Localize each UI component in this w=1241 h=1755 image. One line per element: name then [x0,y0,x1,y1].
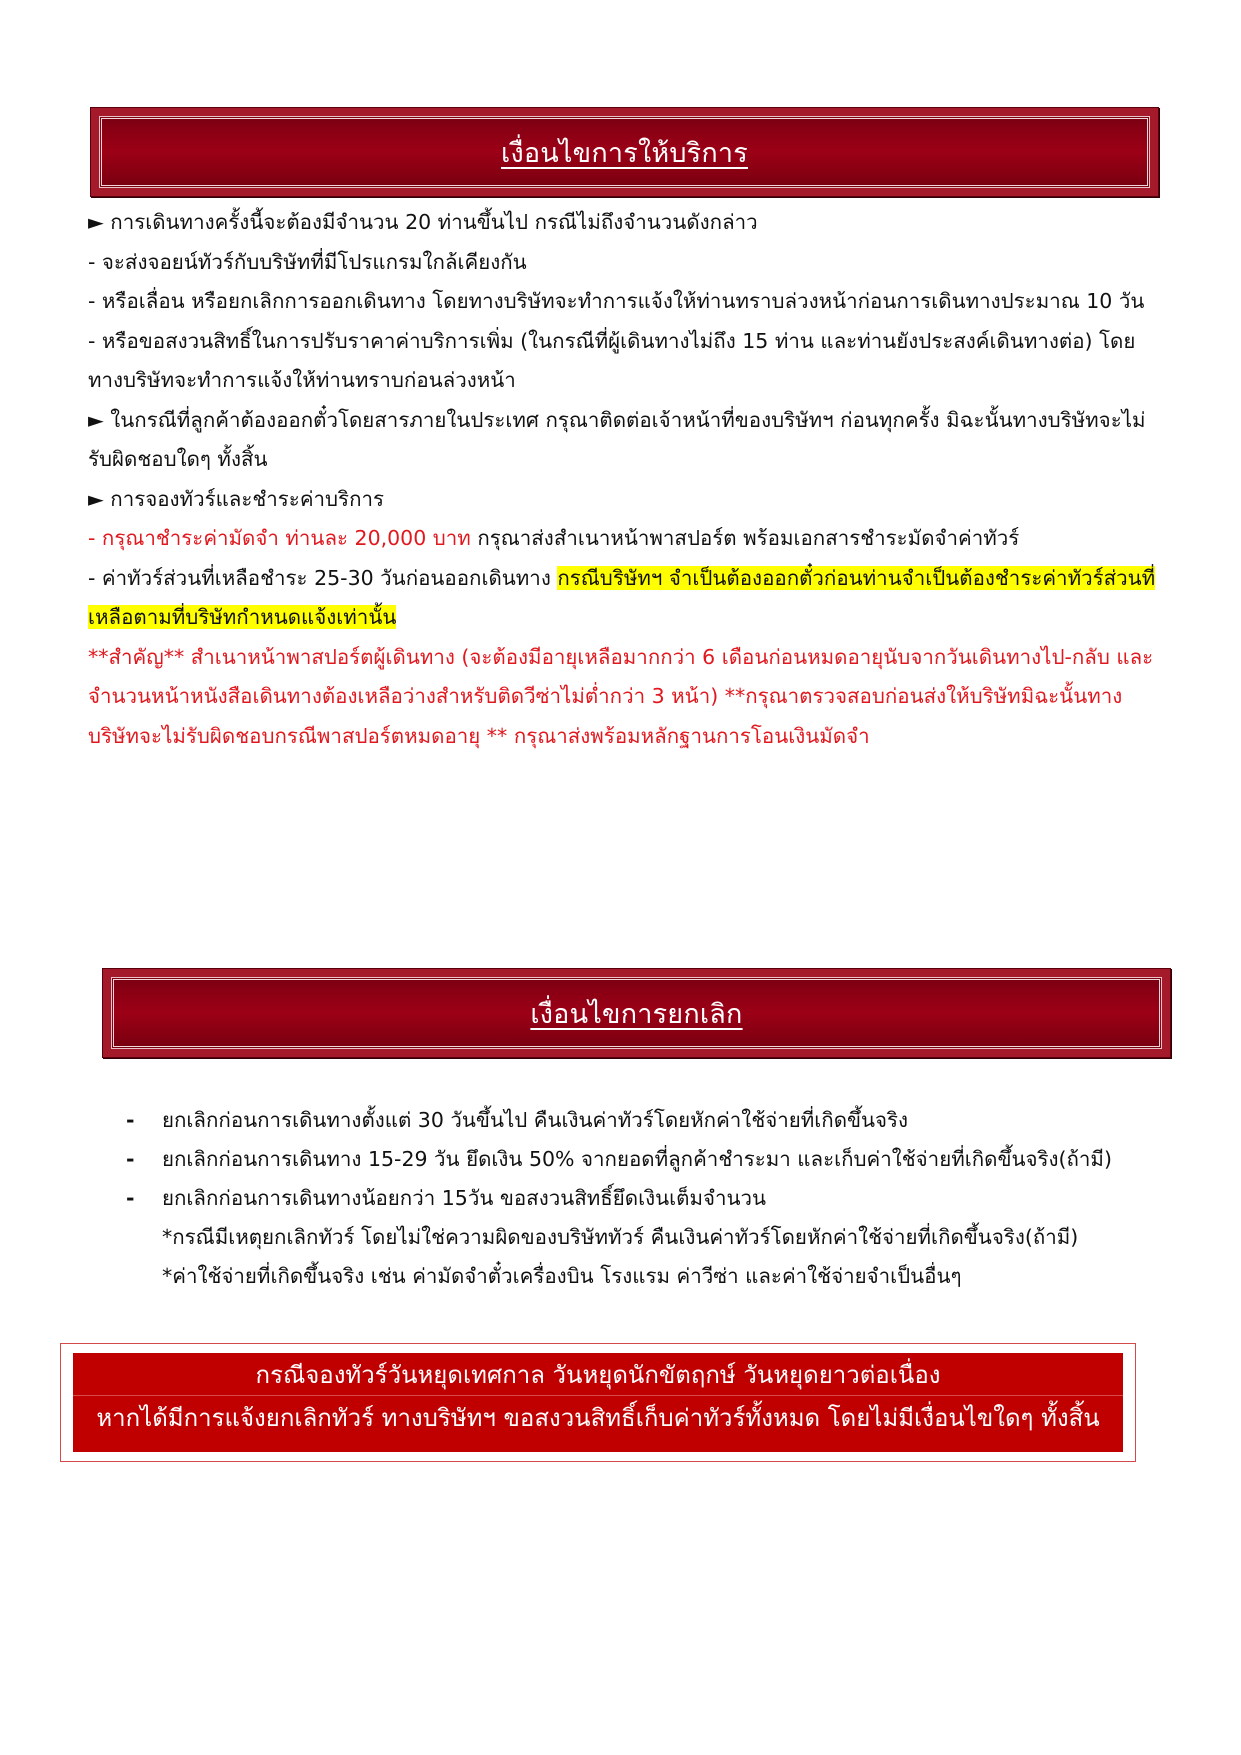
banner-inner-frame [113,979,1160,1047]
condition-line-2: - จะส่งจอยน์ทัวร์กับบริษัทที่มีโปรแกรมใกล้เคียงกัน [88,249,527,274]
dash-bullet: - [126,1147,135,1171]
holiday-notice-box [73,1353,1123,1452]
service-conditions-title: เงื่อนไขการให้บริการ [501,137,748,169]
deposit-amount-text: - กรุณาชำระค่ามัดจำ ท่านละ 20,000 บาท [88,526,471,550]
cancellation-title: เงื่อนไขการยกเลิก [530,998,743,1030]
cancellation-item-text: ยกเลิกก่อนการเดินทาง 15-29 วัน ยึดเงิน 50% จากยอดที่ลูกค้าชำระมา และเก็บค่าใช้จ่ายที่เกิดขึ้นจริง(ถ้ามี) [162,1147,1112,1171]
cancellation-list [122,1101,1162,1218]
cancellation-banner [102,968,1171,1058]
banner-inner-frame [101,118,1148,186]
deposit-instructions-text: กรุณาส่งสำเนาหน้าพาสปอร์ต พร้อมเอกสารชำระมัดจำค่าทัวร์ [470,526,1020,550]
balance-line [88,559,1168,638]
list-item [122,1140,1162,1179]
cancellation-item-text: ยกเลิกก่อนการเดินทางตั้งแต่ 30 วันขึ้นไป คืนเงินค่าทัวร์โดยหักค่าใช้จ่ายที่เกิดขึ้นจริง [162,1108,909,1132]
deposit-line [88,519,1168,559]
service-conditions-banner [90,107,1159,197]
holiday-notice-line-1: กรณีจองทัวร์วันหยุดเทศกาล วันหยุดนักขัตฤกษ์ วันหยุดยาวต่อเนื่อง [73,1355,1123,1396]
dash-bullet: - [126,1186,135,1210]
service-conditions-body [88,203,1168,756]
cancellation-note-1: *กรณีมีเหตุยกเลิกทัวร์ โดยไม่ใช่ความผิดของบริษัททัวร์ คืนเงินค่าทัวร์โดยหักค่าใช้จ่ายที่เกิดขึ้นจริง(ถ้ามี) [162,1225,1079,1249]
condition-line-6: ► การจองทัวร์และชำระค่าบริการ [88,486,384,511]
list-item [122,1179,1162,1218]
holiday-notice-frame [60,1343,1136,1462]
holiday-notice-line-2: หากได้มีการแจ้งยกเลิกทัวร์ ทางบริษัทฯ ขอสงวนสิทธิ์เก็บค่าทัวร์ทั้งหมด โดยไม่มีเงื่อนไขใดๆ ทั้งสิ้น [96,1404,1100,1432]
cancellation-item-text: ยกเลิกก่อนการเดินทางน้อยกว่า 15วัน ขอสงวนสิทธิ์ยึดเงินเต็มจำนวน [162,1186,767,1210]
condition-line-1: ► การเดินทางครั้งนี้จะต้องมีจำนวน 20 ท่านขึ้นไป กรณีไม่ถึงจำนวนดังกล่าว [88,210,758,234]
cancellation-note-2: *ค่าใช้จ่ายที่เกิดขึ้นจริง เช่น ค่ามัดจำตั๋วเครื่องบิน โรงแรม ค่าวีซ่า และค่าใช้จ่ายจำเป็นอื่นๆ [162,1264,962,1288]
balance-due-text: - ค่าทัวร์ส่วนที่เหลือชำระ 25-30 วันก่อนออกเดินทาง [88,565,558,590]
dash-bullet: - [126,1108,135,1132]
list-item [122,1101,1162,1140]
important-passport-note: **สำคัญ** สำเนาหน้าพาสปอร์ตผู้เดินทาง (จะต้องมีอายุเหลือมากกว่า 6 เดือนก่อนหมดอายุนับจากวันเดินทางไป-กลับ และจำนวนหน้าหนังสือเดินทางต้องเหลือว่างสำหรับติดวีซ่าไม่ต่ำกว่า 3 หน้า) **กรุณาตรวจสอบก่อนส่งให้บริษัทมิฉะนั้นทางบริษัทจะไม่รับผิดชอบกรณีพาสปอร์ตหมดอายุ ** กรุณาส่งพร้อมหลักฐานการโอนเงินมัดจำ [88,644,1154,748]
condition-line-5: ► ในกรณีที่ลูกค้าต้องออกตั๋วโดยสารภายในประเทศ กรุณาติดต่อเจ้าหน้าที่ของบริษัทฯ ก่อนทุกครั้ง มิฉะนั้นทางบริษัทจะไม่รับผิดชอบใดๆ ทั้งสิ้น [88,407,1146,471]
condition-line-4: - หรือขอสงวนสิทธิ์ในการปรับราคาค่าบริการเพิ่ม (ในกรณีที่ผู้เดินทางไม่ถึง 15 ท่าน และท่านยังประสงค์เดินทางต่อ) โดยทางบริษัทจะทำการแจ้งให้ท่านทราบก่อนล่วงหน้า [88,328,1136,392]
condition-line-3: - หรือเลื่อน หรือยกเลิกการออกเดินทาง โดยทางบริษัทจะทำการแจ้งให้ท่านทราบล่วงหน้าก่อนการเดินทางประมาณ 10 วัน [88,289,1145,313]
balance-highlight-text: กรณีบริษัทฯ จำเป็นต้องออกตั๋วก่อนท่านจำเป็นต้องชำระค่าทัวร์ส่วนที่เหลือตามที่บริษัทกำหนดแจ้งเท่านั้น [88,565,1156,629]
